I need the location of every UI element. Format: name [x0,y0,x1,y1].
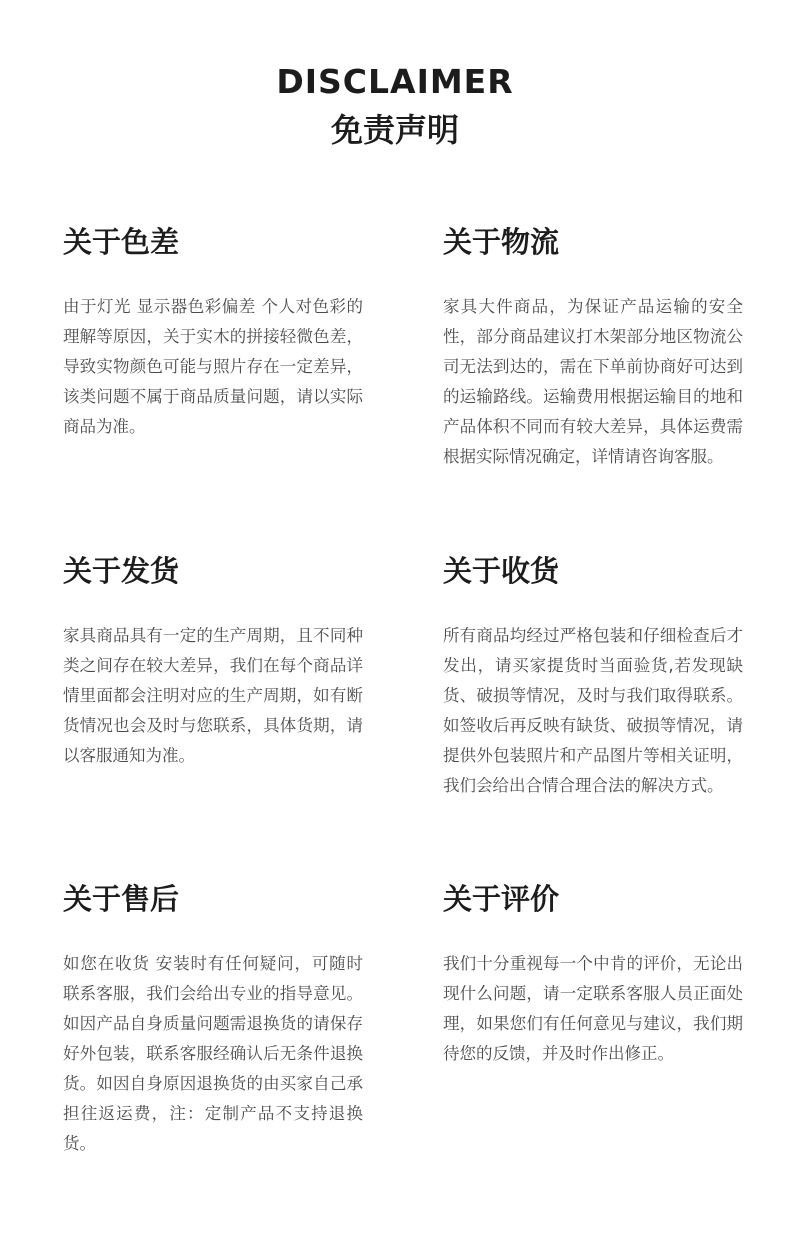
section-body: 如您在收货 安装时有任何疑问，可随时联系客服，我们会给出专业的指导意见。如因产品自身质量问题需退换货的请保存好外包装，联系客服经确认后无条件退换货。如因自身原因退换货的由买家自己承担往返运费，注：定制产品不支持退换货。 [63,954,363,1153]
section-heading: 关于色差 [63,225,180,259]
section-shipping [63,551,363,771]
page-header [0,60,790,152]
section-heading: 关于售后 [63,882,180,916]
section-body: 所有商品均经过严格包装和仔细检查后才发出，请买家提货时当面验货,若发现缺货、破损等情况，及时与我们取得联系。如签收后再反映有缺货、破损等情况，请提供外包装照片和产品图片等相关证明，我们会给出合情合理合法的解决方式。 [443,626,743,795]
section-logistics [443,222,743,472]
section-heading: 关于收货 [443,554,560,588]
section-body: 我们十分重视每一个中肯的评价，无论出现什么问题，请一定联系客服人员正面处理，如果您们有任何意见与建议，我们期待您的反馈，并及时作出修正。 [443,954,743,1063]
section-heading: 关于物流 [443,225,560,259]
section-receiving [443,551,743,801]
section-heading: 关于发货 [63,554,180,588]
section-body: 家具商品具有一定的生产周期，且不同种类之间存在较大差异，我们在每个商品详情里面都会注明对应的生产周期，如有断货情况也会及时与您联系，具体货期，请以客服通知为准。 [63,626,363,765]
section-heading: 关于评价 [443,882,560,916]
section-body: 家具大件商品，为保证产品运输的安全性，部分商品建议打木架部分地区物流公司无法到达的，需在下单前协商好可达到的运输路线。运输费用根据运输目的地和产品体积不同而有较大差异，具体运费需根据实际情况确定，详情请咨询客服。 [443,297,743,466]
section-after-sales [63,879,363,1159]
section-body: 由于灯光 显示器色彩偏差 个人对色彩的理解等原因，关于实木的拼接轻微色差，导致实物颜色可能与照片存在一定差异，该类问题不属于商品质量问题，请以实际商品为准。 [63,297,363,436]
section-color-difference [63,222,363,442]
title-chinese: 免责声明 [330,111,459,149]
section-reviews [443,879,743,1069]
title-english: DISCLAIMER [276,62,514,101]
